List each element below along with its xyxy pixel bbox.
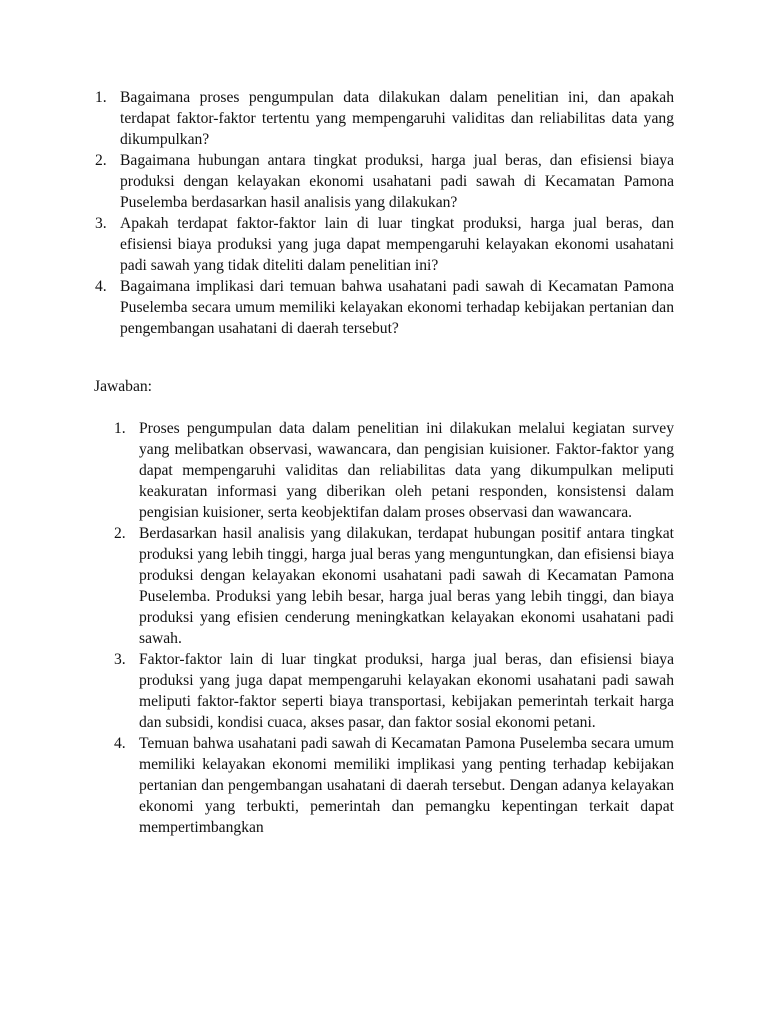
answer-number: 4. [114, 735, 126, 752]
answer-item [114, 418, 674, 523]
question-item [95, 87, 674, 150]
answer-list [114, 418, 674, 838]
question-text: Apakah terdapat faktor-faktor lain di luar tingkat produksi, harga jual beras, dan efisiensi biaya produksi yang juga dapat mempengaruhi kelayakan ekonomi usahatani padi sawah yang tidak diteliti dalam penelitian ini? [120, 215, 674, 274]
answer-number: 2. [114, 525, 126, 542]
question-text: Bagaimana implikasi dari temuan bahwa usahatani padi sawah di Kecamatan Pamona Puselemba secara umum memiliki kelayakan ekonomi terhadap kebijakan pertanian dan pengembangan usahatani di daerah tersebut? [120, 278, 674, 337]
question-text: Bagaimana hubungan antara tingkat produksi, harga jual beras, dan efisiensi biaya produksi dengan kelayakan ekonomi usahatani padi sawah di Kecamatan Pamona Puselemba berdasarkan hasil analisis yang dilakukan? [120, 152, 674, 211]
question-number: 2. [95, 152, 107, 169]
answer-number: 1. [114, 420, 126, 437]
answer-item [114, 733, 674, 838]
answer-text: Faktor-faktor lain di luar tingkat produksi, harga jual beras, dan efisiensi biaya produksi yang juga dapat mempengaruhi kelayakan ekonomi usahatani padi sawah meliputi faktor-faktor seperti biaya transportasi, kebijakan pemerintah terkait harga dan subsidi, kondisi cuaca, akses pasar, dan faktor sosial ekonomi petani. [139, 651, 674, 731]
question-item [95, 276, 674, 339]
answer-item [114, 523, 674, 649]
answer-text: Berdasarkan hasil analisis yang dilakukan, terdapat hubungan positif antara tingkat produksi yang lebih tinggi, harga jual beras yang menguntungkan, dan efisiensi biaya produksi dengan kelayakan ekonomi usahatani padi sawah di Kecamatan Pamona Puselemba. Produksi yang lebih besar, harga jual beras yang lebih tinggi, dan biaya produksi yang efisien cenderung meningkatkan kelayakan ekonomi usahatani padi sawah. [139, 525, 674, 647]
question-text: Bagaimana proses pengumpulan data dilakukan dalam penelitian ini, dan apakah terdapat faktor-faktor tertentu yang mempengaruhi validitas dan reliabilitas data yang dikumpulkan? [120, 89, 674, 148]
question-number: 1. [95, 89, 107, 106]
answer-number: 3. [114, 651, 126, 668]
answer-text: Proses pengumpulan data dalam penelitian ini dilakukan melalui kegiatan survey yang melibatkan observasi, wawancara, dan pengisian kuisioner. Faktor-faktor yang dapat mempengaruhi validitas dan reliabilitas data yang dikumpulkan meliputi keakuratan informasi yang diberikan oleh petani responden, konsistensi dalam pengisian kuisioner, serta keobjektifan dalam proses observasi dan wawancara. [139, 420, 674, 521]
answer-text: Temuan bahwa usahatani padi sawah di Kecamatan Pamona Puselemba secara umum memiliki kelayakan ekonomi memiliki implikasi yang penting terhadap kebijakan pertanian dan pengembangan usahatani di daerah tersebut. Dengan adanya kelayakan ekonomi yang terbukti, pemerintah dan pemangku kepentingan terkait dapat mempertimbangkan [139, 735, 674, 836]
question-number: 4. [95, 278, 107, 295]
answers-heading: Jawaban: [94, 378, 153, 395]
question-item [95, 213, 674, 276]
answer-item [114, 649, 674, 733]
question-item [95, 150, 674, 213]
question-list [95, 87, 674, 339]
question-number: 3. [95, 215, 107, 232]
